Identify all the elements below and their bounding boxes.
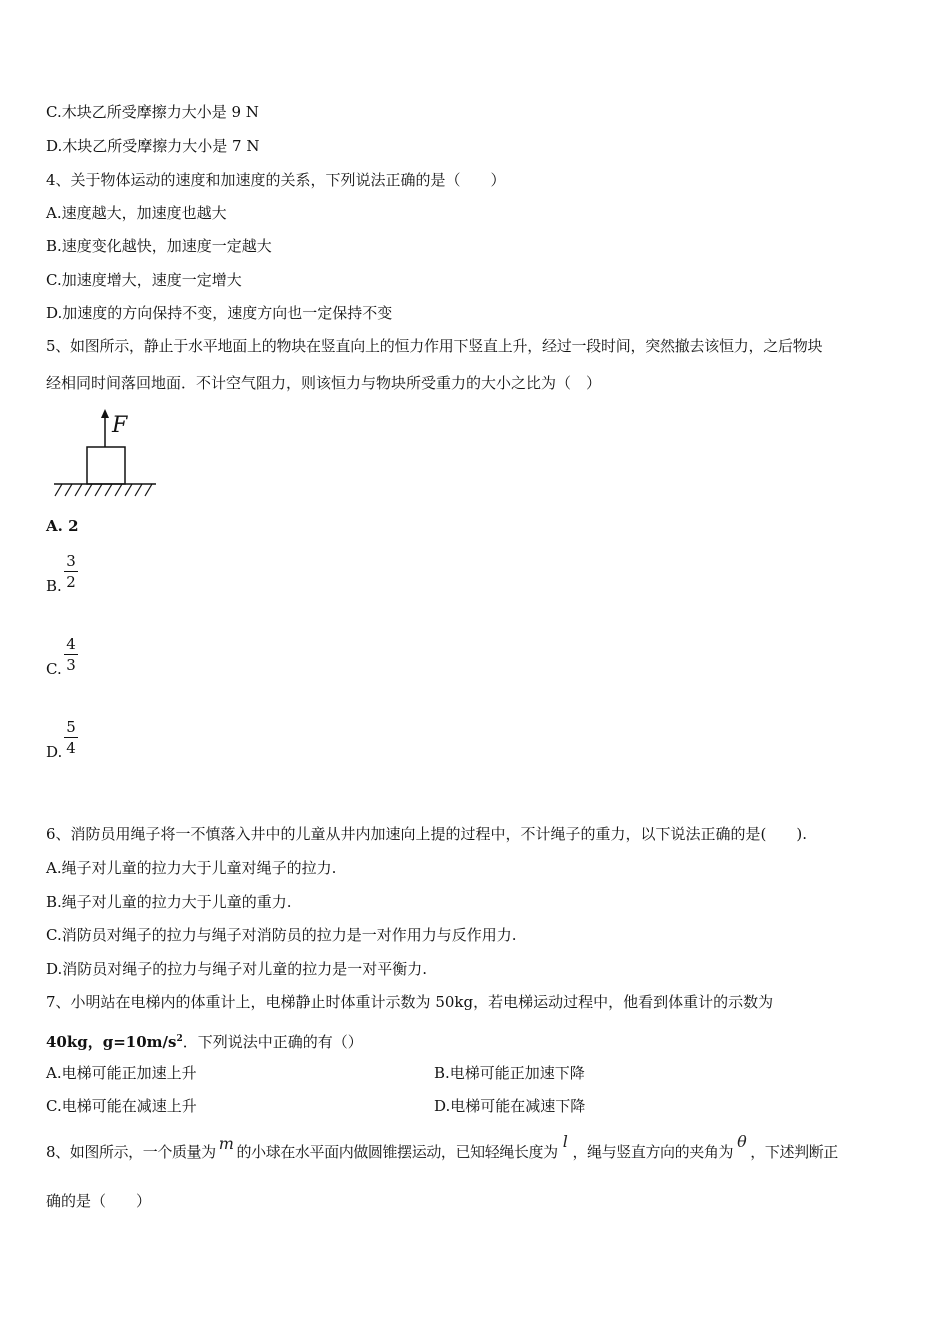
q5-stem-line1: 5、如图所示，静止于水平地面上的物块在竖直向上的恒力作用下竖直上升，经过一段时间，突然撤去该恒力，之后物块 — [46, 337, 823, 355]
block-force-figure — [50, 406, 162, 502]
fraction-denominator: 4 — [66, 739, 76, 757]
q7-stem-line2-part2: ．下列说法中正确的有（） — [182, 1033, 363, 1051]
q7-superscript: 2 — [176, 1034, 183, 1044]
mass-variable: m — [218, 1134, 234, 1153]
q7-option-c: C.电梯可能在减速上升 — [46, 1097, 197, 1115]
length-variable: l — [562, 1132, 568, 1151]
q6-option-b: B.绳子对儿童的拉力大于儿童的重力. — [46, 893, 292, 911]
q8-part1: 8、如图所示，一个质量为 — [46, 1143, 216, 1161]
q8-part4: ，下述判断正 — [750, 1143, 838, 1161]
q6-option-d: D.消防员对绳子的拉力与绳子对儿童的拉力是一对平衡力. — [46, 960, 428, 978]
q5-option-c-label: C. — [46, 660, 62, 678]
q3-option-d: D.木块乙所受摩擦力大小是 7 N — [46, 137, 260, 155]
q7-option-d: D.电梯可能在减速下降 — [434, 1097, 586, 1115]
q6-option-c: C.消防员对绳子的拉力与绳子对消防员的拉力是一对作用力与反作用力. — [46, 926, 517, 944]
q8-part3: ，绳与竖直方向的夹角为 — [572, 1143, 734, 1161]
q7-stem-line2-part1: 40kg，g=10m/s — [46, 1033, 177, 1051]
q7-option-b: B.电梯可能正加速下降 — [434, 1064, 585, 1082]
q7-stem-line2 — [46, 1029, 363, 1052]
ground-hatching — [55, 484, 152, 496]
q4-option-d: D.加速度的方向保持不变，速度方向也一定保持不变 — [46, 304, 393, 322]
fraction-denominator: 2 — [66, 573, 76, 591]
angle-variable: θ — [737, 1132, 747, 1151]
q5-option-c-fraction — [64, 635, 78, 674]
fraction-numerator: 5 — [64, 718, 78, 738]
q7-stem-line1: 7、小明站在电梯内的体重计上，电梯静止时体重计示数为 50kg，若电梯运动过程中，他看到体重计的示数为 — [46, 993, 774, 1011]
force-label: F — [112, 413, 128, 438]
q6-stem: 6、消防员用绳子将一不慎落入井中的儿童从井内加速向上提的过程中，不计绳子的重力，以下说法正确的是( ). — [46, 825, 808, 843]
q6-option-a: A.绳子对儿童的拉力大于儿童对绳子的拉力. — [46, 859, 337, 877]
force-arrow-head — [101, 409, 109, 418]
fraction-numerator: 4 — [64, 635, 78, 655]
q8-part2: 的小球在水平面内做圆锥摆运动，已知轻绳长度为 — [236, 1143, 558, 1161]
q8-stem-line2: 确的是（ ） — [46, 1192, 152, 1210]
q4-option-b: B.速度变化越快，加速度一定越大 — [46, 237, 272, 255]
q5-option-d-label: D. — [46, 743, 63, 761]
q8-stem-line1 — [46, 1132, 838, 1162]
fraction-denominator: 3 — [66, 656, 76, 674]
q4-option-a: A.速度越大，加速度也越大 — [46, 204, 227, 222]
q5-option-b-fraction — [64, 552, 78, 591]
q5-option-a: A. 2 — [46, 517, 79, 535]
q5-option-b-label: B. — [46, 577, 62, 595]
q5-stem-line2: 经相同时间落回地面．不计空气阻力，则该恒力与物块所受重力的大小之比为（ ） — [46, 374, 602, 392]
q7-option-a: A.电梯可能正加速上升 — [46, 1064, 197, 1082]
fraction-numerator: 3 — [64, 552, 78, 572]
block — [87, 447, 125, 484]
q4-stem: 4、关于物体运动的速度和加速度的关系，下列说法正确的是（ ） — [46, 171, 506, 189]
q5-option-d-fraction — [64, 718, 78, 757]
q4-option-c: C.加速度增大，速度一定增大 — [46, 271, 242, 289]
q3-option-c: C.木块乙所受摩擦力大小是 9 N — [46, 103, 259, 121]
